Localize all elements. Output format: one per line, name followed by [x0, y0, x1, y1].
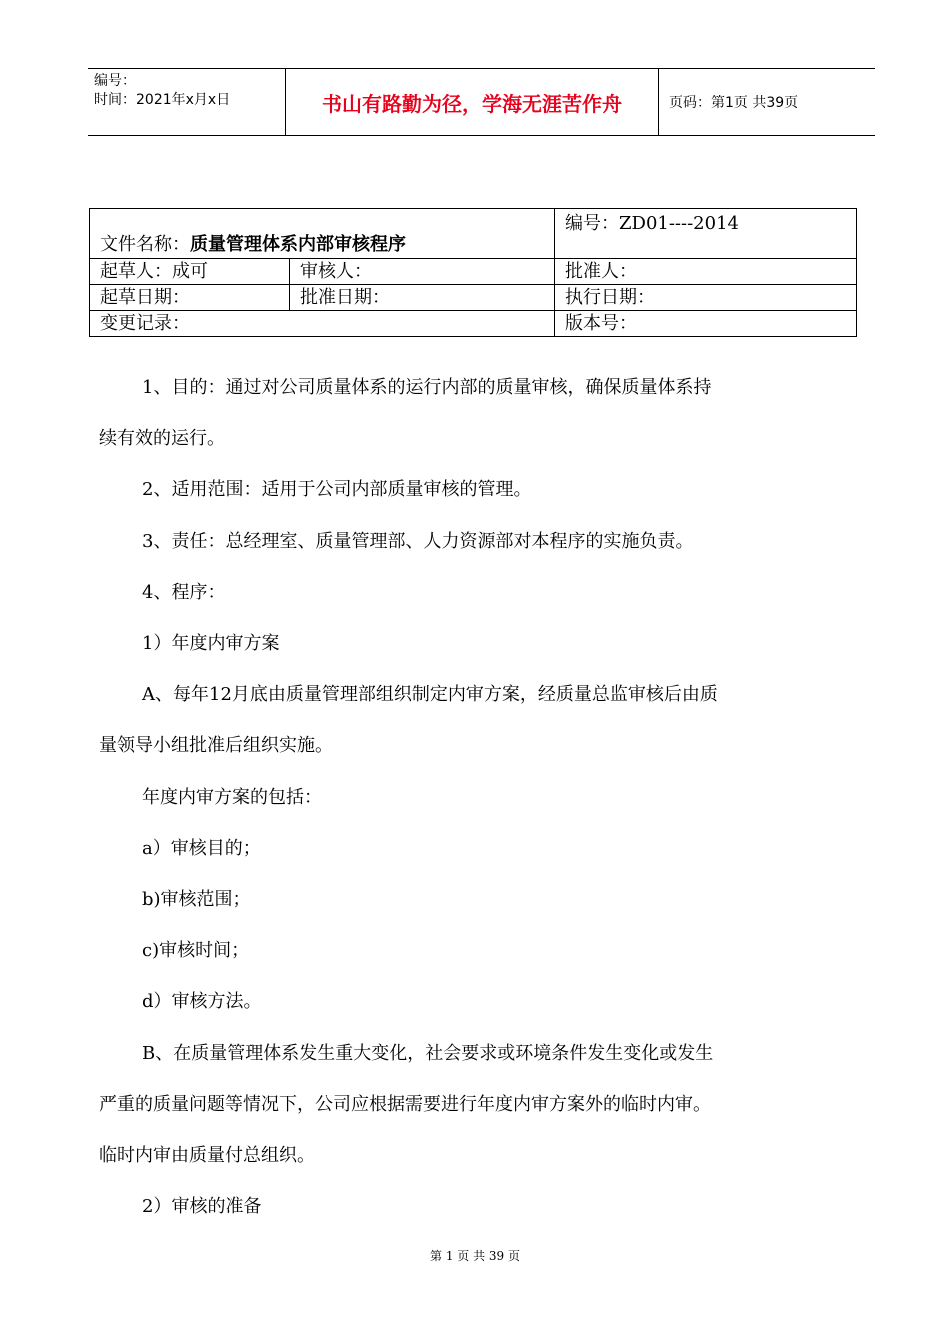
paragraph: 续有效的运行。: [99, 428, 225, 450]
approve-date: 批准日期：: [290, 285, 555, 311]
version: 版本号：: [555, 311, 857, 337]
header-page-info: 页码：第1页 共39页: [669, 95, 799, 111]
change-record: 变更记录：: [90, 311, 555, 337]
page-header: [88, 68, 875, 136]
list-item: c)审核时间；: [142, 940, 250, 962]
draft-date: 起草日期：: [90, 285, 290, 311]
header-meta: [88, 69, 285, 135]
drafter: 起草人：成可: [90, 259, 290, 285]
paragraph: 临时内审由质量付总组织。: [99, 1145, 315, 1167]
reviewer: 审核人：: [290, 259, 555, 285]
paragraph: 3、责任：总经理室、质量管理部、人力资源部对本程序的实施负责。: [142, 530, 694, 552]
file-name-label: 文件名称：: [100, 234, 190, 255]
exec-date: 执行日期：: [555, 285, 857, 311]
list-item: a）审核目的；: [142, 837, 261, 859]
paragraph: 严重的质量问题等情况下，公司应根据需要进行年度内审方案外的临时内审。: [99, 1093, 711, 1115]
paragraph: 年度内审方案的包括：: [142, 786, 322, 808]
paragraph: 1、目的：通过对公司质量体系的运行内部的质量审核，确保质量体系持: [142, 377, 712, 398]
list-item: d）审核方法。: [142, 991, 262, 1013]
header-number: 编号：: [94, 73, 136, 89]
approver: 批准人：: [555, 259, 857, 285]
header-time: 时间：2021年x月x日: [94, 92, 231, 108]
paragraph: 量领导小组批准后组织实施。: [99, 735, 333, 757]
paragraph: A、每年12月底由质量管理部组织制定内审方案，经质量总监审核后由质: [142, 684, 718, 706]
document-body: [99, 362, 861, 1232]
header-motto: 书山有路勤为径，学海无涯苦作舟: [285, 69, 659, 135]
paragraph: 2、适用范围：适用于公司内部质量审核的管理。: [142, 479, 532, 501]
file-name-cell: [90, 209, 555, 259]
document-info-table: [89, 208, 857, 337]
section-heading: 1）年度内审方案: [142, 633, 280, 655]
document-number: 编号：ZD01----2014: [555, 209, 857, 259]
section-heading: 2）审核的准备: [142, 1196, 262, 1218]
page-footer: 第 1 页 共 39 页: [430, 1249, 520, 1263]
list-item: b)审核范围；: [142, 889, 251, 911]
paragraph: B、在质量管理体系发生重大变化，社会要求或环境条件发生变化或发生: [142, 1042, 714, 1064]
file-name: 质量管理体系内部审核程序: [190, 234, 406, 255]
paragraph: 4、程序：: [142, 581, 226, 603]
